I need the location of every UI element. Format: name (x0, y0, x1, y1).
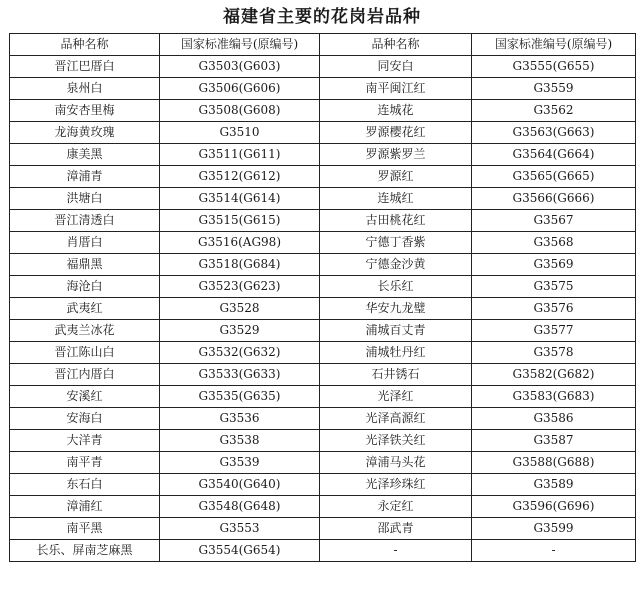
variety-name: 宁德金沙黄 (320, 254, 472, 276)
standard-code: - (472, 540, 636, 562)
standard-code: G3568 (472, 232, 636, 254)
variety-name: 长乐、屏南芝麻黑 (10, 540, 160, 562)
variety-name: 光泽珍珠红 (320, 474, 472, 496)
standard-code: G3523(G623) (160, 276, 320, 298)
document-title: 福建省主要的花岗岩品种 (223, 7, 421, 27)
variety-name: 罗源红 (320, 166, 472, 188)
standard-code: G3575 (472, 276, 636, 298)
standard-code: G3553 (160, 518, 320, 540)
variety-name: 海沧白 (10, 276, 160, 298)
variety-name: 洪塘白 (10, 188, 160, 210)
standard-code: G3533(G633) (160, 364, 320, 386)
variety-name: 南平闽江红 (320, 78, 472, 100)
header-left-code: 国家标准编号(原编号) (160, 34, 320, 56)
variety-name: 泉州白 (10, 78, 160, 100)
standard-code: G3539 (160, 452, 320, 474)
variety-name: 东石白 (10, 474, 160, 496)
variety-name: 古田桃花红 (320, 210, 472, 232)
standard-code: G3515(G615) (160, 210, 320, 232)
variety-name: 邵武青 (320, 518, 472, 540)
standard-code: G3596(G696) (472, 496, 636, 518)
variety-name: 大洋青 (10, 430, 160, 452)
table-body (10, 56, 636, 562)
variety-name: 康美黑 (10, 144, 160, 166)
table-row (10, 166, 636, 188)
standard-code: G3563(G663) (472, 122, 636, 144)
standard-code: G3583(G683) (472, 386, 636, 408)
variety-name: 光泽高源红 (320, 408, 472, 430)
standard-code: G3559 (472, 78, 636, 100)
standard-code: G3589 (472, 474, 636, 496)
standard-code: G3503(G603) (160, 56, 320, 78)
standard-code: G3528 (160, 298, 320, 320)
table-row (10, 408, 636, 430)
variety-name: 肖厝白 (10, 232, 160, 254)
standard-code: G3565(G665) (472, 166, 636, 188)
variety-name: 光泽红 (320, 386, 472, 408)
table-row (10, 518, 636, 540)
variety-name: 南平黑 (10, 518, 160, 540)
variety-name: 南安杏里梅 (10, 100, 160, 122)
variety-name: 罗源紫罗兰 (320, 144, 472, 166)
variety-name: 晋江内厝白 (10, 364, 160, 386)
header-right-name: 品种名称 (320, 34, 472, 56)
header-right-code: 国家标准编号(原编号) (472, 34, 636, 56)
variety-name: 福鼎黑 (10, 254, 160, 276)
variety-name: 同安白 (320, 56, 472, 78)
variety-name: 连城花 (320, 100, 472, 122)
table-row (10, 430, 636, 452)
granite-varieties-table (9, 33, 636, 562)
variety-name: 华安九龙璧 (320, 298, 472, 320)
variety-name: 光泽铁关红 (320, 430, 472, 452)
standard-code: G3566(G666) (472, 188, 636, 210)
table-row (10, 78, 636, 100)
variety-name: 武夷红 (10, 298, 160, 320)
standard-code: G3576 (472, 298, 636, 320)
standard-code: G3567 (472, 210, 636, 232)
table-row (10, 320, 636, 342)
table-row (10, 474, 636, 496)
standard-code: G3536 (160, 408, 320, 430)
table-row (10, 100, 636, 122)
variety-name: 永定红 (320, 496, 472, 518)
variety-name: 罗源樱花红 (320, 122, 472, 144)
table-row (10, 276, 636, 298)
standard-code: G3554(G654) (160, 540, 320, 562)
variety-name: 漳浦红 (10, 496, 160, 518)
table-row (10, 188, 636, 210)
standard-code: G3564(G664) (472, 144, 636, 166)
table-row (10, 144, 636, 166)
table-row (10, 122, 636, 144)
variety-name: 浦城牡丹红 (320, 342, 472, 364)
standard-code: G3562 (472, 100, 636, 122)
standard-code: G3599 (472, 518, 636, 540)
standard-code: G3508(G608) (160, 100, 320, 122)
variety-name: 安溪红 (10, 386, 160, 408)
standard-code: G3516(AG98) (160, 232, 320, 254)
variety-name: 连城红 (320, 188, 472, 210)
standard-code: G3569 (472, 254, 636, 276)
standard-code: G3518(G684) (160, 254, 320, 276)
standard-code: G3588(G688) (472, 452, 636, 474)
standard-code: G3529 (160, 320, 320, 342)
variety-name: 南平青 (10, 452, 160, 474)
standard-code: G3587 (472, 430, 636, 452)
variety-name: - (320, 540, 472, 562)
table-row (10, 298, 636, 320)
table-row (10, 254, 636, 276)
standard-code: G3548(G648) (160, 496, 320, 518)
table-row (10, 232, 636, 254)
standard-code: G3512(G612) (160, 166, 320, 188)
variety-name: 晋江清透白 (10, 210, 160, 232)
variety-name: 浦城百丈青 (320, 320, 472, 342)
standard-code: G3514(G614) (160, 188, 320, 210)
table-row (10, 386, 636, 408)
variety-name: 漳浦青 (10, 166, 160, 188)
standard-code: G3510 (160, 122, 320, 144)
standard-code: G3535(G635) (160, 386, 320, 408)
standard-code: G3555(G655) (472, 56, 636, 78)
variety-name: 晋江陈山白 (10, 342, 160, 364)
standard-code: G3578 (472, 342, 636, 364)
variety-name: 安海白 (10, 408, 160, 430)
standard-code: G3511(G611) (160, 144, 320, 166)
table-row (10, 364, 636, 386)
table-header-row (10, 34, 636, 56)
variety-name: 龙海黄玫瑰 (10, 122, 160, 144)
table-row (10, 342, 636, 364)
standard-code: G3538 (160, 430, 320, 452)
variety-name: 漳浦马头花 (320, 452, 472, 474)
table-row (10, 210, 636, 232)
table-row (10, 56, 636, 78)
header-left-name: 品种名称 (10, 34, 160, 56)
table-row (10, 496, 636, 518)
variety-name: 石井锈石 (320, 364, 472, 386)
standard-code: G3577 (472, 320, 636, 342)
variety-name: 晋江巴厝白 (10, 56, 160, 78)
standard-code: G3586 (472, 408, 636, 430)
standard-code: G3532(G632) (160, 342, 320, 364)
variety-name: 武夷兰冰花 (10, 320, 160, 342)
table-row (10, 540, 636, 562)
standard-code: G3540(G640) (160, 474, 320, 496)
variety-name: 宁德丁香紫 (320, 232, 472, 254)
standard-code: G3582(G682) (472, 364, 636, 386)
variety-name: 长乐红 (320, 276, 472, 298)
table-row (10, 452, 636, 474)
standard-code: G3506(G606) (160, 78, 320, 100)
